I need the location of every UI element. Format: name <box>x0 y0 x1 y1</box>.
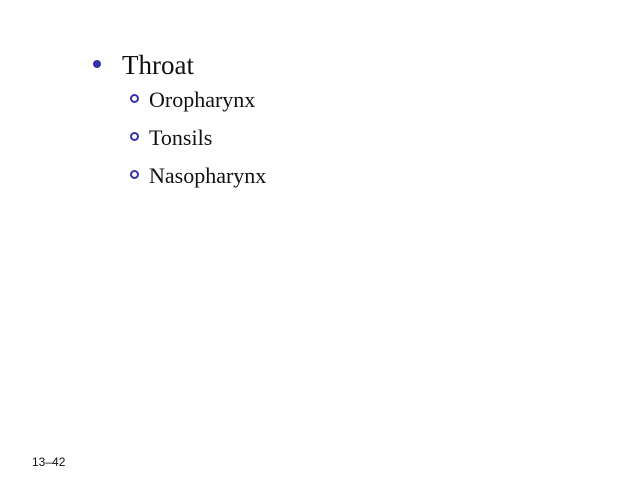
ring-bullet-icon <box>130 94 139 103</box>
ring-bullet-icon <box>130 170 139 179</box>
bullet-item-throat <box>93 48 194 86</box>
sub-bullet-text: Nasopharynx <box>149 163 267 188</box>
filled-circle-bullet-icon <box>93 60 101 68</box>
sub-bullet-text: Oropharynx <box>149 87 256 112</box>
sub-bullet-text: Tonsils <box>149 125 213 150</box>
bullet-list <box>93 48 267 200</box>
bullet-text: Throat <box>122 50 194 80</box>
slide-number: 13–42 <box>32 455 66 469</box>
ring-bullet-icon <box>130 132 139 141</box>
